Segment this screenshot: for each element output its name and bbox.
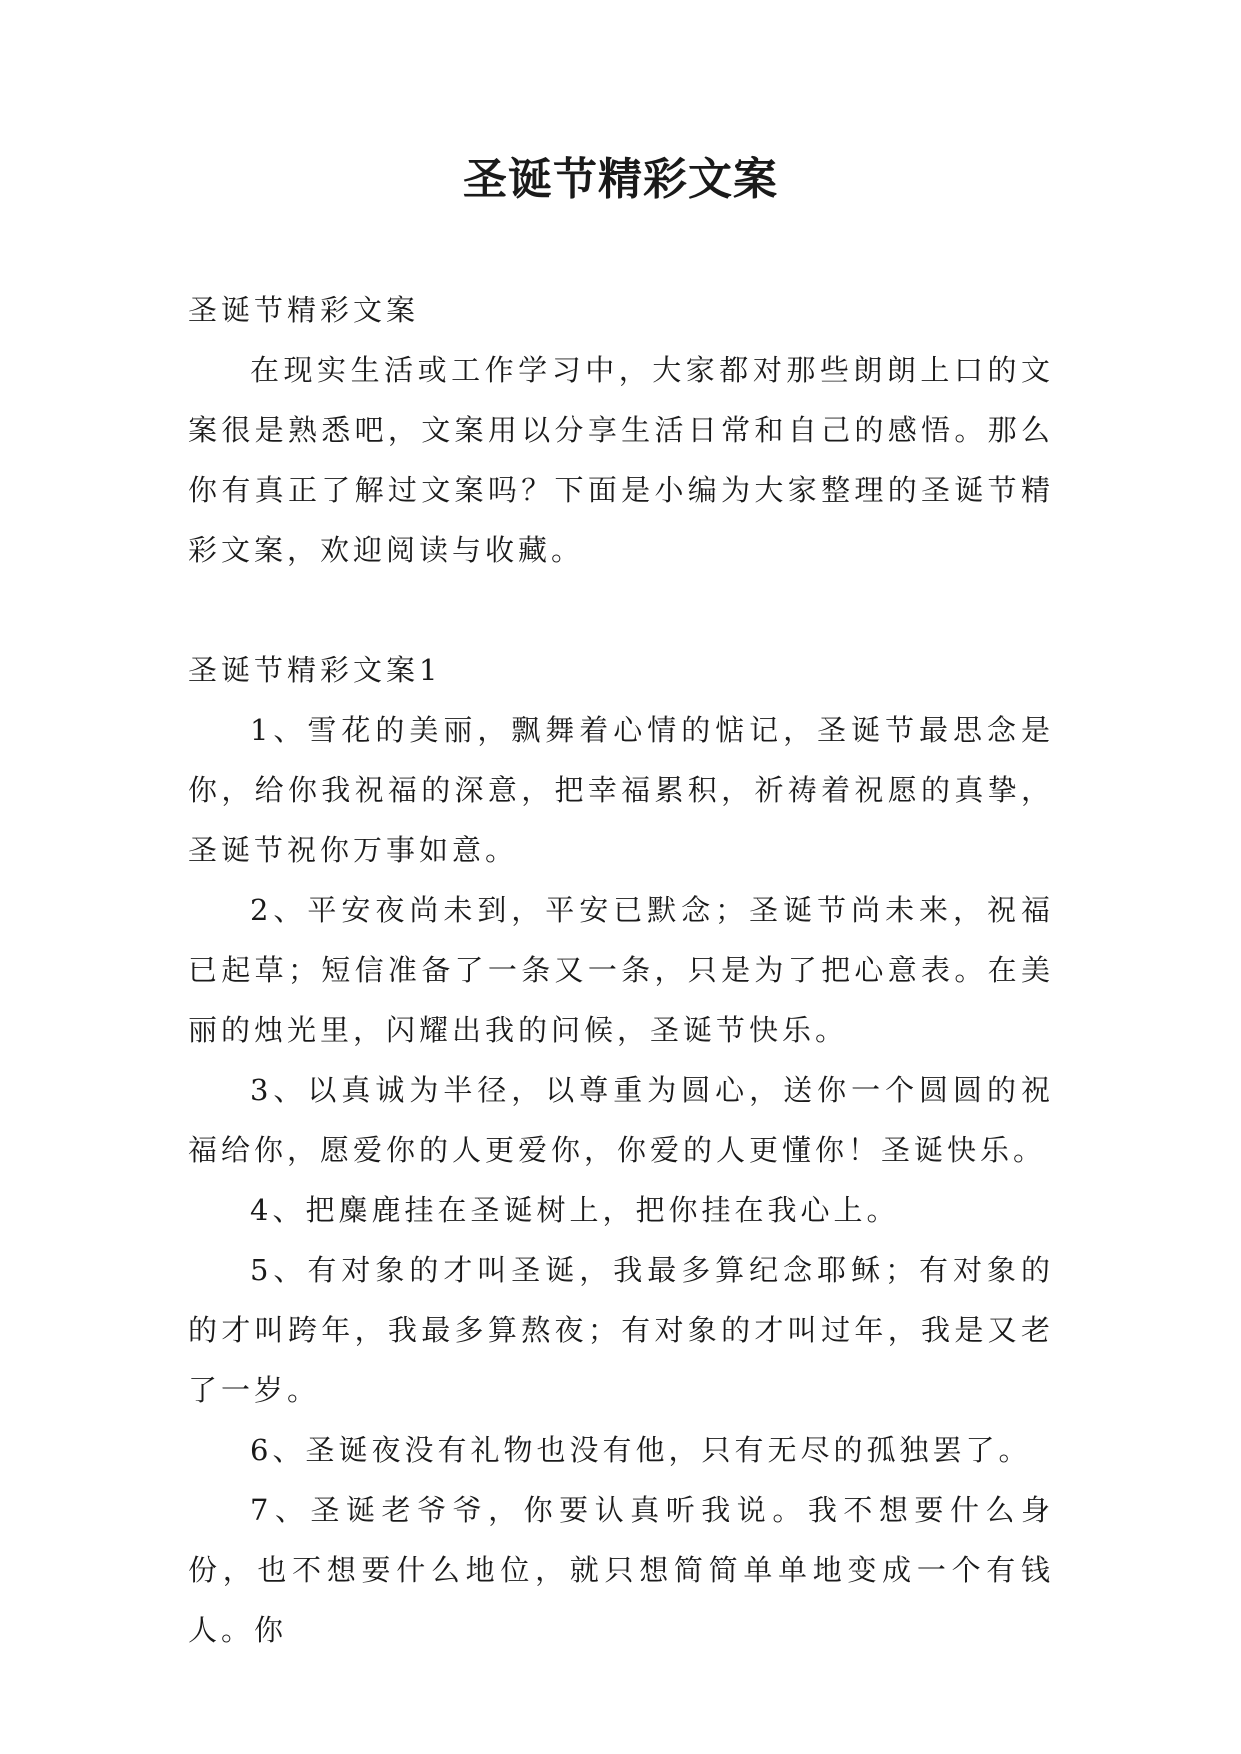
list-item: 6、圣诞夜没有礼物也没有他，只有无尽的孤独罢了。 (250, 1433, 1032, 1467)
section-heading: 圣诞节精彩文案1 (188, 653, 442, 687)
list-item: 5、有对象的才叫圣诞，我最多算纪念耶稣；有对象的的才叫跨年，我最多算熬夜；有对象的才叫过年，我是又老了一岁。 (188, 1253, 1054, 1407)
list-item: 1、雪花的美丽，飘舞着心情的惦记，圣诞节最思念是你，给你我祝福的深意，把幸福累积，祈祷着祝愿的真挚，圣诞节祝你万事如意。 (188, 713, 1054, 867)
list-item: 7、圣诞老爷爷，你要认真听我说。我不想要什么身份，也不想要什么地位，就只想简简单单地变成一个有钱人。你 (188, 1493, 1054, 1647)
list-item: 4、把麋鹿挂在圣诞树上，把你挂在我心上。 (250, 1193, 900, 1227)
document-body (188, 280, 1054, 1660)
intro-paragraph: 在现实生活或工作学习中，大家都对那些朗朗上口的文案很是熟悉吧，文案用以分享生活日常和自己的感悟。那么你有真正了解过文案吗？下面是小编为大家整理的圣诞节精彩文案，欢迎阅读与收藏。 (188, 353, 1054, 567)
document-title: 圣诞节精彩文案 (463, 154, 778, 205)
document-subtitle: 圣诞节精彩文案 (188, 293, 420, 327)
paragraph-spacer (188, 580, 1054, 640)
list-item: 3、以真诚为半径，以尊重为圆心，送你一个圆圆的祝福给你，愿爱你的人更爱你，你爱的人更懂你！圣诞快乐。 (188, 1073, 1054, 1167)
list-item: 2、平安夜尚未到，平安已默念；圣诞节尚未来，祝福已起草；短信准备了一条又一条，只是为了把心意表。在美丽的烛光里，闪耀出我的问候，圣诞节快乐。 (188, 893, 1054, 1047)
